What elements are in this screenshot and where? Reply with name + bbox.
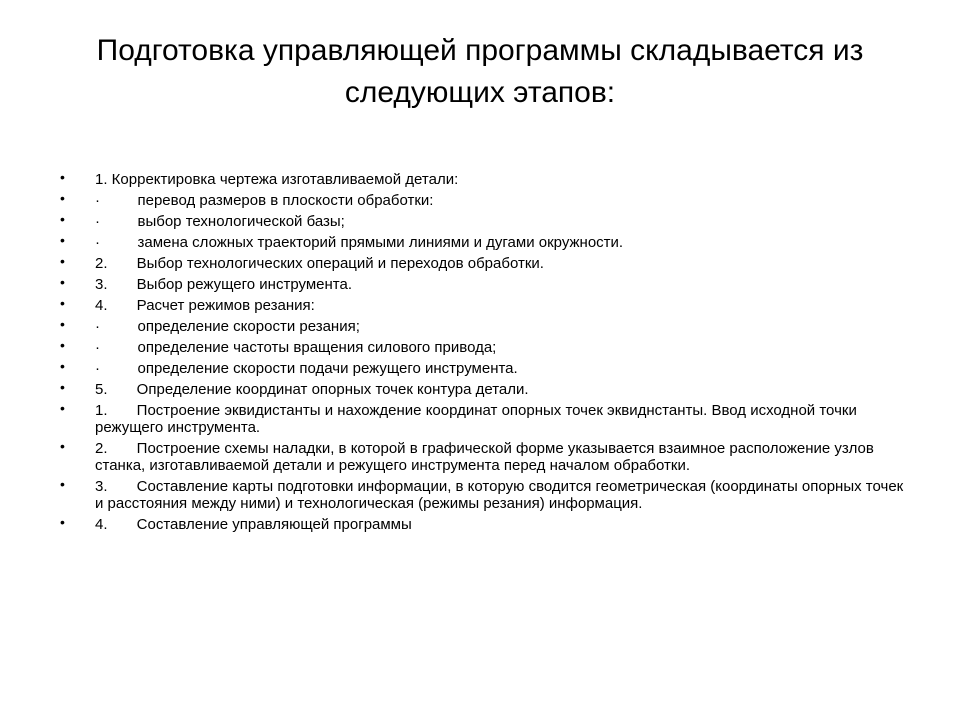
list-item	[60, 516, 910, 533]
list-item-text: 4. Расчет режимов резания:	[95, 297, 315, 314]
list-item	[60, 402, 910, 436]
list-item	[60, 213, 910, 230]
list-item	[60, 276, 910, 293]
list-item-text: 1. Построение эквидистанты и нахождение координат опорных точек эквиднстанты. Ввод исходной точки режущего инструмента.	[95, 402, 862, 436]
list-item-text: · определение частоты вращения силового привода;	[95, 339, 497, 356]
list-item	[60, 381, 910, 398]
list-item	[60, 478, 910, 512]
list-item-text: · определение скорости подачи режущего инструмента.	[95, 360, 518, 377]
list-item-text: 4. Составление управляющей программы	[95, 516, 412, 533]
list-item	[60, 318, 910, 335]
bullet-icon: •	[60, 190, 65, 206]
stages-list	[60, 171, 910, 537]
bullet-icon: •	[60, 438, 65, 454]
bullet-icon: •	[60, 379, 65, 395]
bullet-icon: •	[60, 295, 65, 311]
list-item	[60, 192, 910, 209]
bullet-icon: •	[60, 211, 65, 227]
bullet-icon: •	[60, 337, 65, 353]
list-item	[60, 234, 910, 251]
list-item	[60, 339, 910, 356]
slide-title: Подготовка управляющей программы складывается из следующих этапов:	[96, 34, 864, 109]
list-item	[60, 171, 910, 188]
bullet-icon: •	[60, 169, 65, 185]
bullet-icon: •	[60, 514, 65, 530]
list-item-text: 5. Определение координат опорных точек контура детали.	[95, 381, 529, 398]
bullet-icon: •	[60, 476, 65, 492]
list-item-text: 1. Корректировка чертежа изготавливаемой детали:	[95, 171, 459, 188]
list-item	[60, 255, 910, 272]
list-item	[60, 360, 910, 377]
list-item	[60, 440, 910, 474]
list-item-text: 3. Выбор режущего инструмента.	[95, 276, 352, 293]
list-item-text: · определение скорости резания;	[95, 318, 360, 335]
bullet-icon: •	[60, 232, 65, 248]
list-item-text: 2. Выбор технологических операций и переходов обработки.	[95, 255, 544, 272]
bullet-icon: •	[60, 358, 65, 374]
bullet-icon: •	[60, 316, 65, 332]
list-item	[60, 297, 910, 314]
list-item-text: 3. Составление карты подготовки информации, в которую сводится геометрическая (координаты опорных точек и расстояния между ними) и технологическая (режимы резания) информация.	[95, 478, 908, 512]
list-item-text: · замена сложных траекторий прямыми линиями и дугами окружности.	[95, 234, 624, 251]
list-item-text: 2. Построение схемы наладки, в которой в графической форме указывается взаимное расположение узлов станка, изготавливаемой детали и режущего инструмента перед началом обработки.	[95, 440, 878, 474]
list-item-text: · перевод размеров в плоскости обработки:	[95, 192, 434, 209]
bullet-icon: •	[60, 400, 65, 416]
bullet-icon: •	[60, 274, 65, 290]
bullet-icon: •	[60, 253, 65, 269]
list-item-text: · выбор технологической базы;	[95, 213, 345, 230]
